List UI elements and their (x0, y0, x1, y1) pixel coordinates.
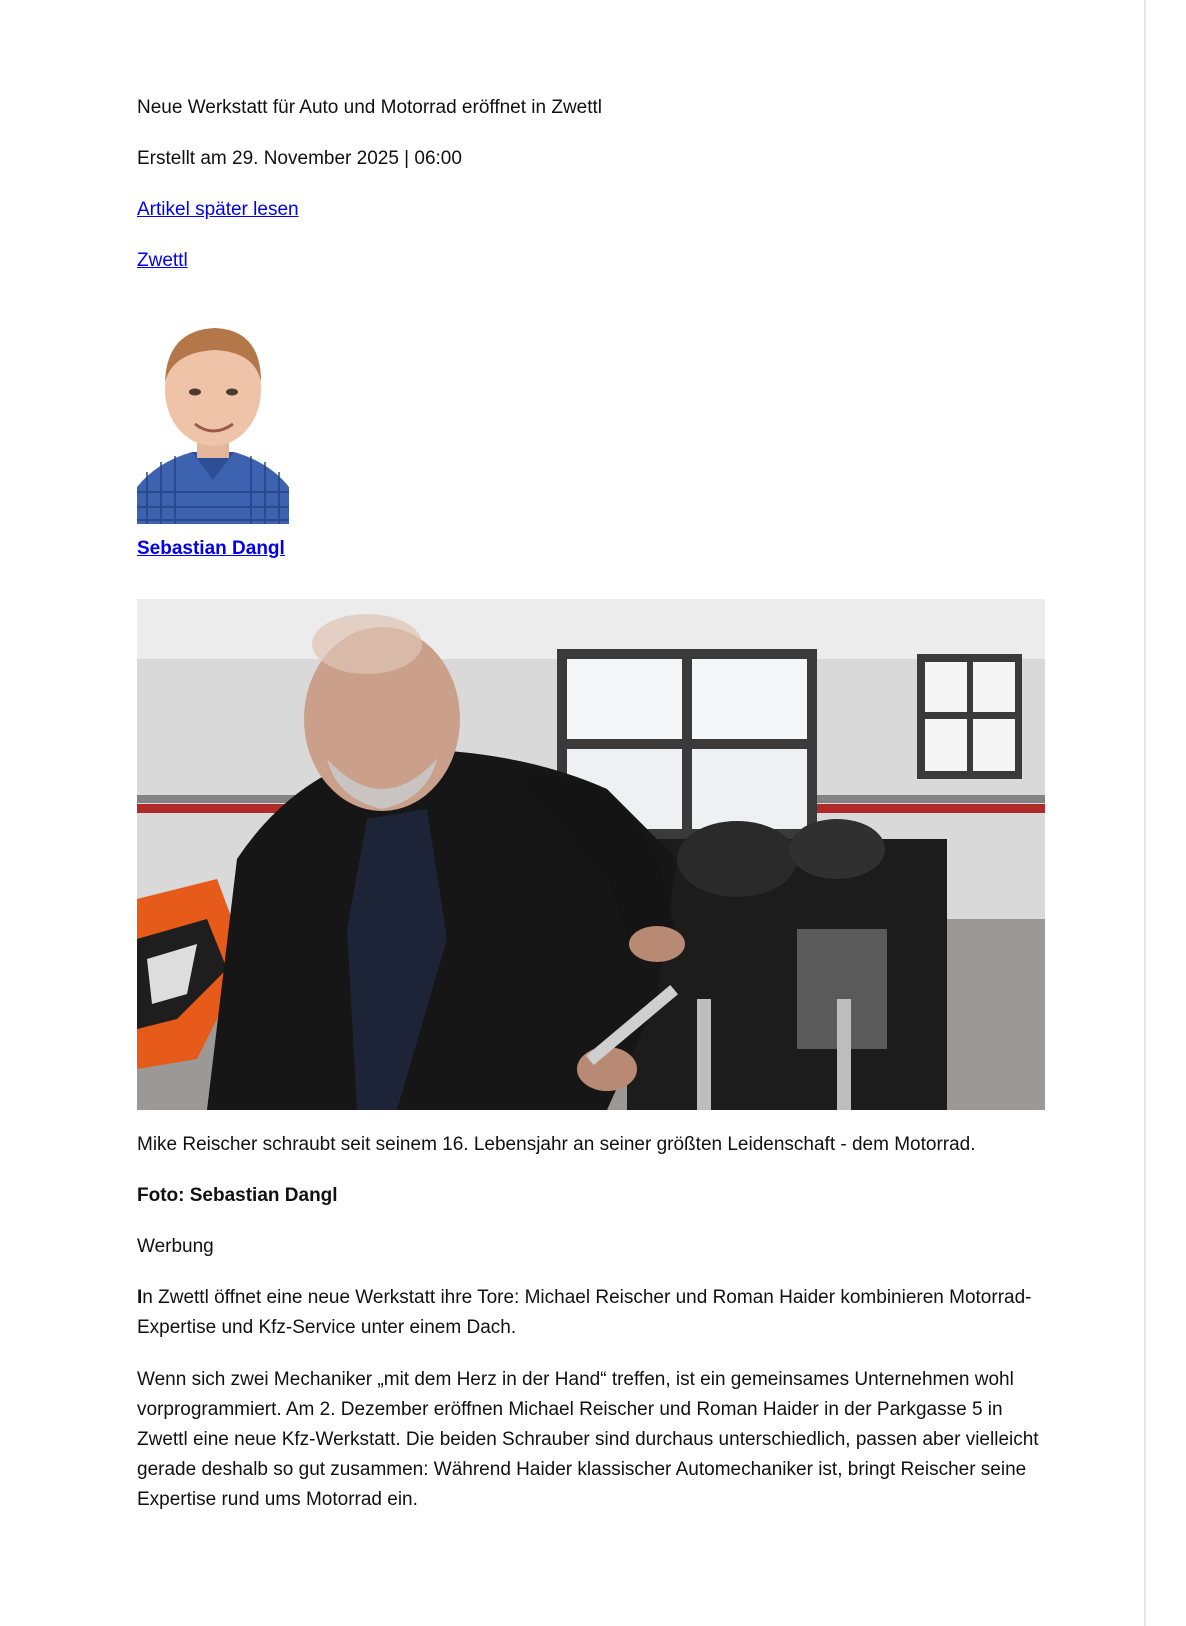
author-link[interactable]: Sebastian Dangl (137, 538, 285, 559)
ad-label: Werbung (137, 1236, 214, 1257)
lead-first-letter: I (137, 1287, 143, 1308)
page-edge (1144, 0, 1146, 1626)
author-photo (137, 312, 289, 524)
article-title: Neue Werkstatt für Auto und Motorrad eröffnet in Zwettl (137, 97, 603, 118)
lead-text: n Zwettl öffnet eine neue Werkstatt ihre Tore: Michael Reischer und Roman Haider kombinieren Motorrad-Expertise und Kfz-Service unter einem Dach. (137, 1287, 1032, 1338)
photo-credit: Foto: Sebastian Dangl (137, 1185, 338, 1206)
main-photo (137, 599, 1045, 1110)
lead-paragraph (137, 1283, 1047, 1343)
image-caption: Mike Reischer schraubt seit seinem 16. Lebensjahr an seiner größten Leidenschaft - dem Motorrad. (137, 1134, 976, 1155)
body-paragraph-1: Wenn sich zwei Mechaniker „mit dem Herz in der Hand“ treffen, ist ein gemeinsames Unternehmen wohl vorprogrammiert. Am 2. Dezember eröffnen Michael Reischer und Roman Haider in der Parkgasse 5 in Zwettl eine neue Kfz-Werkstatt. Die beiden Schrauber sind durchaus unterschiedlich, passen aber vielleicht gerade deshalb so gut zusammen: Während Haider klassischer Automechaniker ist, bringt Reischer seine Expertise rund ums Motorrad ein. (137, 1369, 1039, 1510)
region-link[interactable]: Zwettl (137, 250, 188, 271)
read-later-link[interactable]: Artikel später lesen (137, 199, 299, 220)
article-date: Erstellt am 29. November 2025 | 06:00 (137, 148, 462, 169)
